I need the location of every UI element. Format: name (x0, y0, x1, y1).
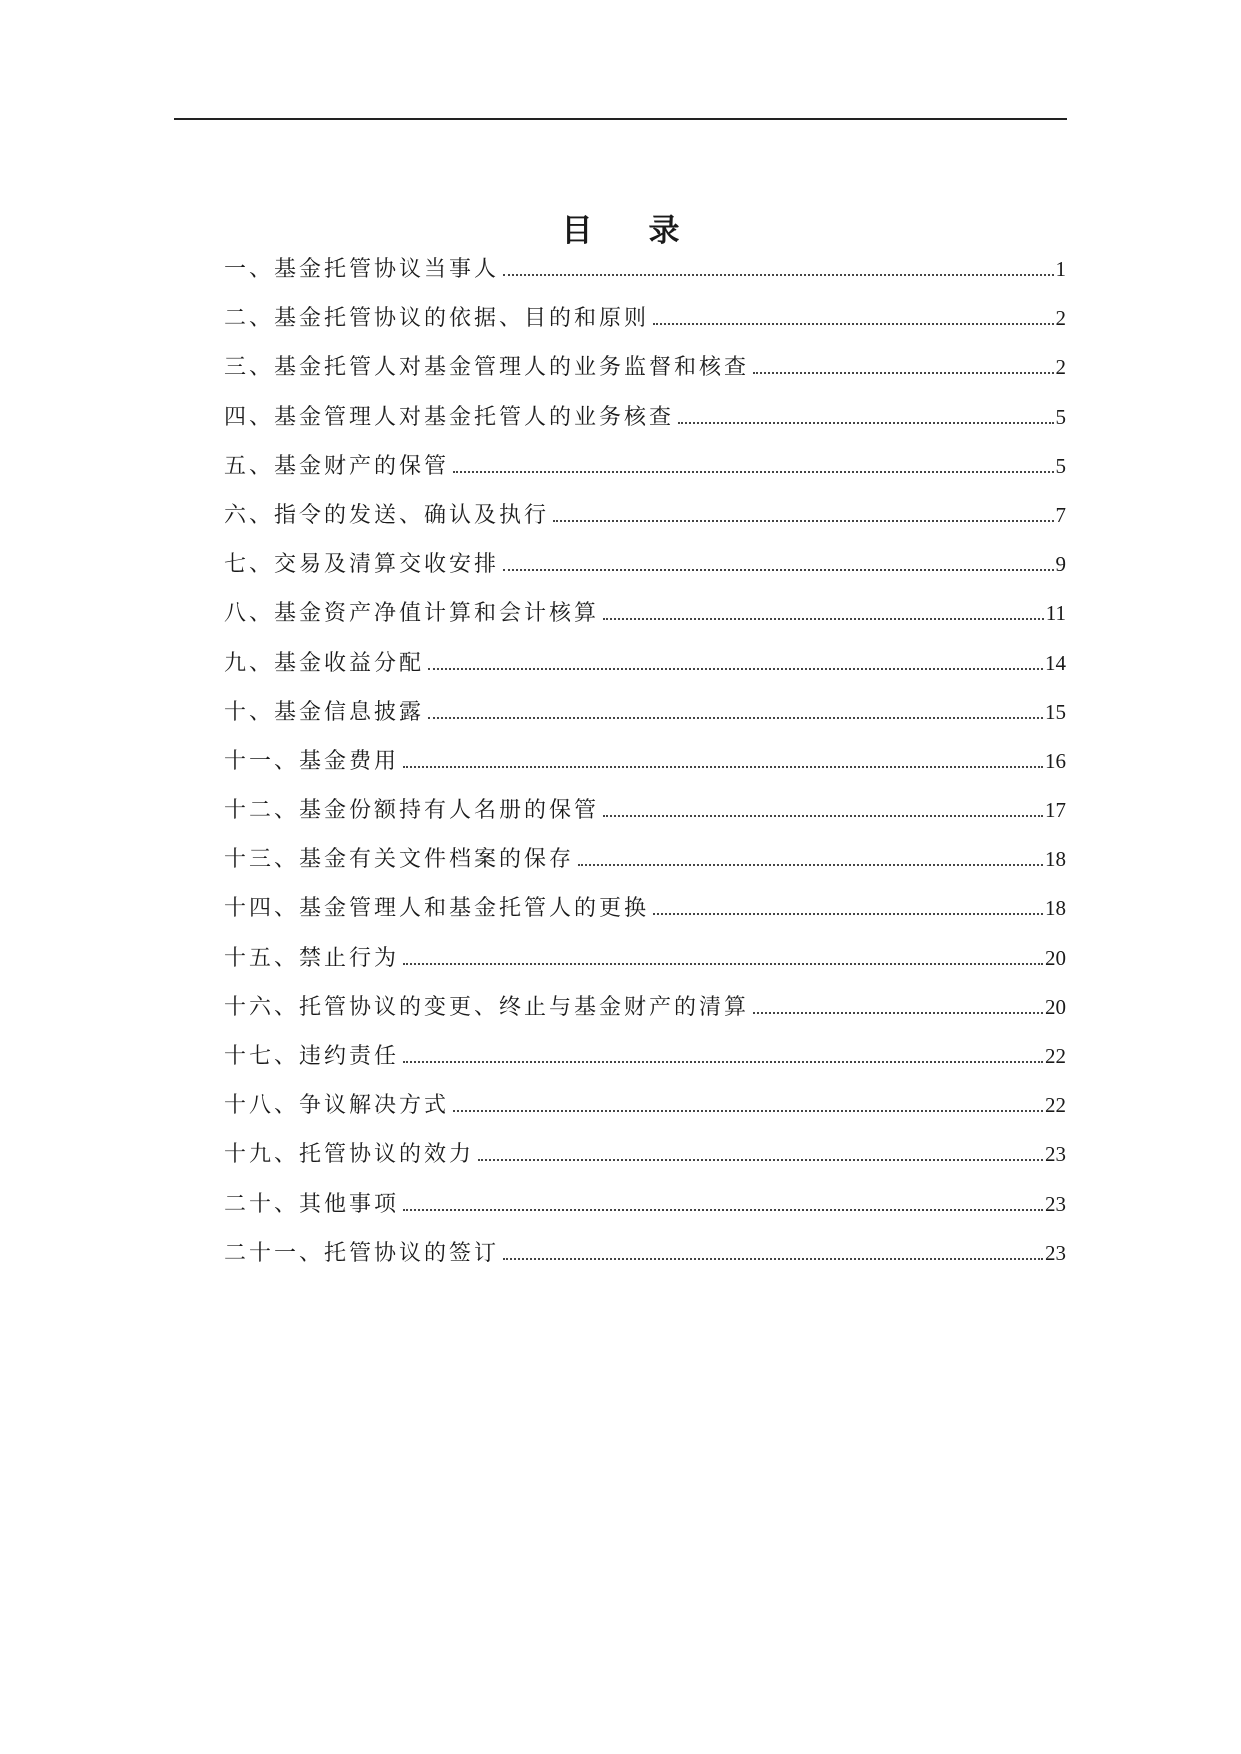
toc-entry-label: 一、基金托管协议当事人 (224, 257, 500, 282)
toc-dot-leader (753, 372, 1053, 374)
toc-dot-leader (403, 1061, 1043, 1063)
toc-dot-leader (503, 569, 1053, 571)
toc-entry-label: 九、基金收益分配 (224, 650, 425, 676)
toc-entry-label: 十八、争议解决方式 (224, 1093, 450, 1119)
toc-entry-label: 十六、托管协议的变更、终止与基金财产的清算 (224, 994, 750, 1020)
toc-entry-page: 2 (1055, 306, 1066, 331)
toc-entry[interactable] (224, 893, 1066, 942)
toc-entry-page: 1 (1055, 257, 1066, 281)
toc-entry-page: 18 (1045, 896, 1066, 921)
toc-entry[interactable] (224, 992, 1066, 1041)
table-of-contents (224, 254, 1066, 1287)
toc-entry-label: 十、基金信息披露 (224, 699, 425, 725)
toc-entry-label: 七、交易及清算交收安排 (224, 552, 500, 578)
toc-entry[interactable] (224, 1189, 1066, 1238)
toc-entry-label: 三、基金托管人对基金管理人的业务监督和核查 (224, 355, 750, 381)
toc-dot-leader (603, 815, 1043, 817)
toc-entry[interactable] (224, 254, 1066, 303)
toc-entry[interactable] (224, 844, 1066, 893)
toc-entry-label: 十七、违约责任 (224, 1044, 400, 1069)
toc-entry-page: 7 (1055, 502, 1066, 527)
toc-entry[interactable] (224, 648, 1066, 697)
toc-entry[interactable] (224, 352, 1066, 401)
toc-entry[interactable] (224, 697, 1066, 746)
toc-entry-label: 二、基金托管协议的依据、目的和原则 (224, 306, 650, 332)
toc-entry-page: 5 (1055, 404, 1066, 429)
toc-dot-leader (653, 913, 1043, 915)
toc-dot-leader (453, 1110, 1043, 1112)
toc-entry[interactable] (224, 500, 1066, 549)
toc-dot-leader (503, 1258, 1043, 1260)
toc-entry-label: 十五、禁止行为 (224, 945, 400, 971)
toc-dot-leader (603, 618, 1044, 620)
toc-dot-leader (453, 471, 1053, 473)
toc-dot-leader (403, 1209, 1043, 1211)
toc-entry-page: 22 (1045, 1044, 1066, 1068)
toc-entry-page: 14 (1045, 650, 1066, 675)
toc-entry-label: 十一、基金费用 (224, 748, 400, 774)
toc-dot-leader (503, 274, 1053, 276)
toc-dot-leader (428, 668, 1043, 670)
header-rule (174, 118, 1067, 120)
toc-entry-label: 六、指令的发送、确认及执行 (224, 502, 550, 528)
toc-entry[interactable] (224, 303, 1066, 352)
toc-entry-page: 20 (1045, 994, 1066, 1019)
toc-entry-label: 八、基金资产净值计算和会计核算 (224, 601, 600, 627)
toc-entry[interactable] (224, 451, 1066, 500)
toc-entry-page: 9 (1055, 552, 1066, 577)
toc-entry-page: 18 (1045, 847, 1066, 872)
toc-entry[interactable] (224, 1041, 1066, 1090)
toc-dot-leader (578, 864, 1043, 866)
toc-dot-leader (553, 520, 1053, 522)
toc-entry-page: 23 (1045, 1191, 1066, 1216)
toc-dot-leader (753, 1012, 1043, 1014)
toc-dot-leader (653, 323, 1053, 325)
toc-entry-page: 5 (1055, 453, 1066, 478)
toc-entry-label: 十二、基金份额持有人名册的保管 (224, 798, 600, 824)
toc-entry[interactable] (224, 1238, 1066, 1287)
toc-dot-leader (403, 766, 1043, 768)
toc-entry-page: 15 (1045, 699, 1066, 724)
toc-entry-page: 17 (1045, 798, 1066, 823)
toc-entry[interactable] (224, 795, 1066, 844)
toc-entry-page: 20 (1045, 945, 1066, 970)
toc-entry-label: 十九、托管协议的效力 (224, 1142, 475, 1168)
toc-dot-leader (403, 963, 1043, 965)
toc-entry[interactable] (224, 402, 1066, 451)
toc-entry-label: 五、基金财产的保管 (224, 453, 450, 479)
toc-entry[interactable] (224, 598, 1066, 647)
toc-dot-leader (678, 422, 1053, 424)
toc-entry-label: 四、基金管理人对基金托管人的业务核查 (224, 404, 675, 430)
toc-entry[interactable] (224, 549, 1066, 598)
toc-entry-label: 二十一、托管协议的签订 (224, 1240, 500, 1266)
toc-entry[interactable] (224, 943, 1066, 992)
toc-entry-page: 2 (1055, 355, 1066, 380)
toc-entry[interactable] (224, 1090, 1066, 1139)
toc-entry-label: 十四、基金管理人和基金托管人的更换 (224, 896, 650, 922)
toc-title: 目录 (561, 212, 736, 249)
toc-entry[interactable] (224, 1139, 1066, 1188)
toc-entry-page: 23 (1045, 1142, 1066, 1167)
toc-entry-page: 22 (1045, 1093, 1066, 1118)
toc-dot-leader (478, 1159, 1043, 1161)
toc-entry-page: 23 (1045, 1240, 1066, 1265)
toc-entry-label: 十三、基金有关文件档案的保存 (224, 847, 575, 873)
toc-entry-label: 二十、其他事项 (224, 1191, 400, 1217)
toc-dot-leader (428, 717, 1043, 719)
toc-entry[interactable] (224, 746, 1066, 795)
toc-entry-page: 11 (1045, 601, 1066, 626)
toc-entry-page: 16 (1045, 748, 1066, 773)
